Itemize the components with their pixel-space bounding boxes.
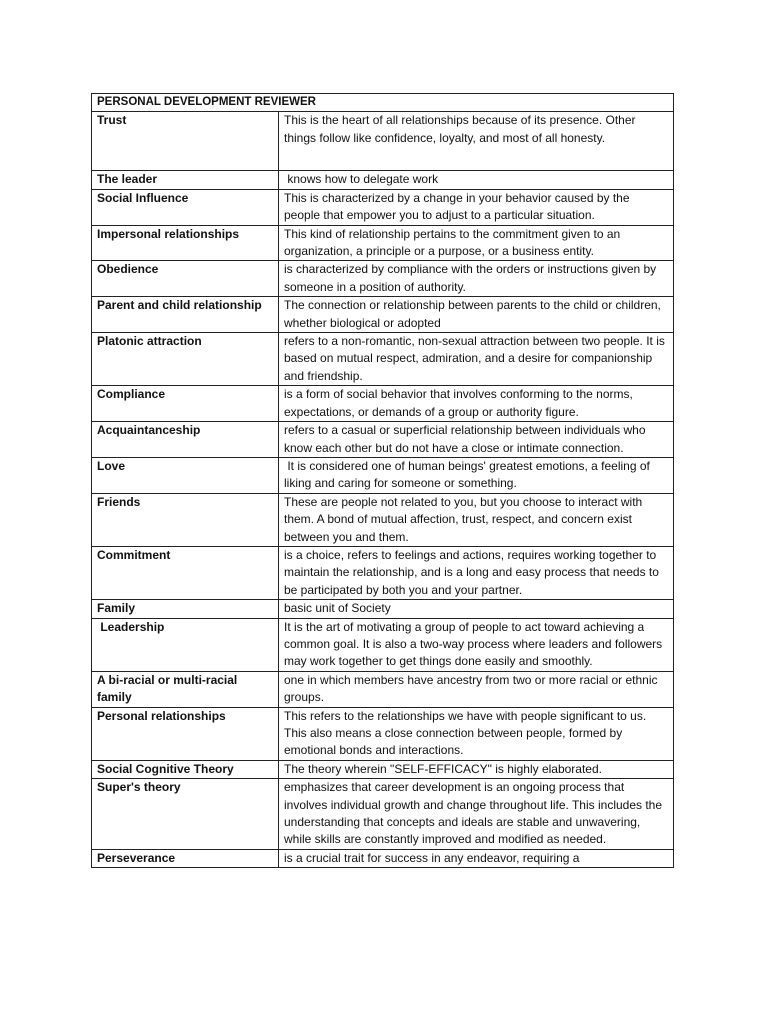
- term-cell: Friends: [92, 493, 279, 546]
- table-row: [92, 333, 674, 386]
- definition-cell: is a crucial trait for success in any endeavor, requiring a: [279, 849, 674, 867]
- table-row: [92, 671, 674, 707]
- table-row: [92, 189, 674, 225]
- term-cell: Impersonal relationships: [92, 225, 279, 261]
- term-cell: Personal relationships: [92, 707, 279, 760]
- term-cell: Perseverance: [92, 849, 279, 867]
- definition-cell: These are people not related to you, but you choose to interact with them. A bond of mutual affection, trust, respect, and concern exist between you and them.: [279, 493, 674, 546]
- term-cell: Social Influence: [92, 189, 279, 225]
- table-row: [92, 707, 674, 760]
- table-row: [92, 297, 674, 333]
- term-cell: Social Cognitive Theory: [92, 760, 279, 778]
- term-cell: Commitment: [92, 546, 279, 599]
- table-row: [92, 760, 674, 778]
- table-row: [92, 112, 674, 171]
- reviewer-table: [91, 93, 674, 868]
- document-title: PERSONAL DEVELOPMENT REVIEWER: [92, 94, 674, 112]
- definition-cell: emphasizes that career development is an ongoing process that involves individual growth and change throughout life. This includes the understanding that concepts and ideals are stable and unwavering, while skills are constantly improved and modified as needed.: [279, 779, 674, 850]
- table-row: [92, 386, 674, 422]
- definition-cell: It is considered one of human beings' greatest emotions, a feeling of liking and caring for someone or something.: [279, 457, 674, 493]
- definition-cell: It is the art of motivating a group of people to act toward achieving a common goal. It is also a two-way process where leaders and followers may work together to get things done easily and smoothly.: [279, 618, 674, 671]
- term-cell: Trust: [92, 112, 279, 171]
- definition-cell: is characterized by compliance with the orders or instructions given by someone in a position of authority.: [279, 261, 674, 297]
- definition-cell: This is characterized by a change in your behavior caused by the people that empower you to adjust to a particular situation.: [279, 189, 674, 225]
- table-row: [92, 171, 674, 189]
- table-row: [92, 779, 674, 850]
- term-cell: Leadership: [92, 618, 279, 671]
- table-row: [92, 422, 674, 458]
- term-cell: Family: [92, 600, 279, 618]
- definition-cell: is a form of social behavior that involves conforming to the norms, expectations, or demands of a group or authority figure.: [279, 386, 674, 422]
- term-cell: The leader: [92, 171, 279, 189]
- term-cell: Compliance: [92, 386, 279, 422]
- definition-cell: basic unit of Society: [279, 600, 674, 618]
- table-row: [92, 261, 674, 297]
- table-row: [92, 849, 674, 867]
- definition-cell: The connection or relationship between parents to the child or children, whether biological or adopted: [279, 297, 674, 333]
- definition-cell: This refers to the relationships we have with people significant to us. This also means a close connection between people, formed by emotional bonds and interactions.: [279, 707, 674, 760]
- definition-cell: This kind of relationship pertains to the commitment given to an organization, a principle or a purpose, or a business entity.: [279, 225, 674, 261]
- table-title-row: [92, 94, 674, 112]
- definition-cell: is a choice, refers to feelings and actions, requires working together to maintain the relationship, and is a long and easy process that needs to be participated by both you and your partner.: [279, 546, 674, 599]
- definition-cell: The theory wherein "SELF-EFFICACY" is highly elaborated.: [279, 760, 674, 778]
- definition-cell: knows how to delegate work: [279, 171, 674, 189]
- term-cell: Super's theory: [92, 779, 279, 850]
- table-row: [92, 600, 674, 618]
- definition-cell: refers to a non-romantic, non-sexual attraction between two people. It is based on mutual respect, admiration, and a desire for companionship and friendship.: [279, 333, 674, 386]
- term-cell: A bi-racial or multi-racial family: [92, 671, 279, 707]
- table-row: [92, 493, 674, 546]
- term-cell: Acquaintanceship: [92, 422, 279, 458]
- term-cell: Platonic attraction: [92, 333, 279, 386]
- definition-cell: refers to a casual or superficial relationship between individuals who know each other but do not have a close or intimate connection.: [279, 422, 674, 458]
- term-cell: Love: [92, 457, 279, 493]
- table-row: [92, 225, 674, 261]
- definition-cell: one in which members have ancestry from two or more racial or ethnic groups.: [279, 671, 674, 707]
- table-row: [92, 546, 674, 599]
- term-cell: Parent and child relationship: [92, 297, 279, 333]
- term-cell: Obedience: [92, 261, 279, 297]
- table-row: [92, 618, 674, 671]
- table-row: [92, 457, 674, 493]
- definition-cell: This is the heart of all relationships because of its presence. Other things follow like confidence, loyalty, and most of all honesty.: [279, 112, 674, 171]
